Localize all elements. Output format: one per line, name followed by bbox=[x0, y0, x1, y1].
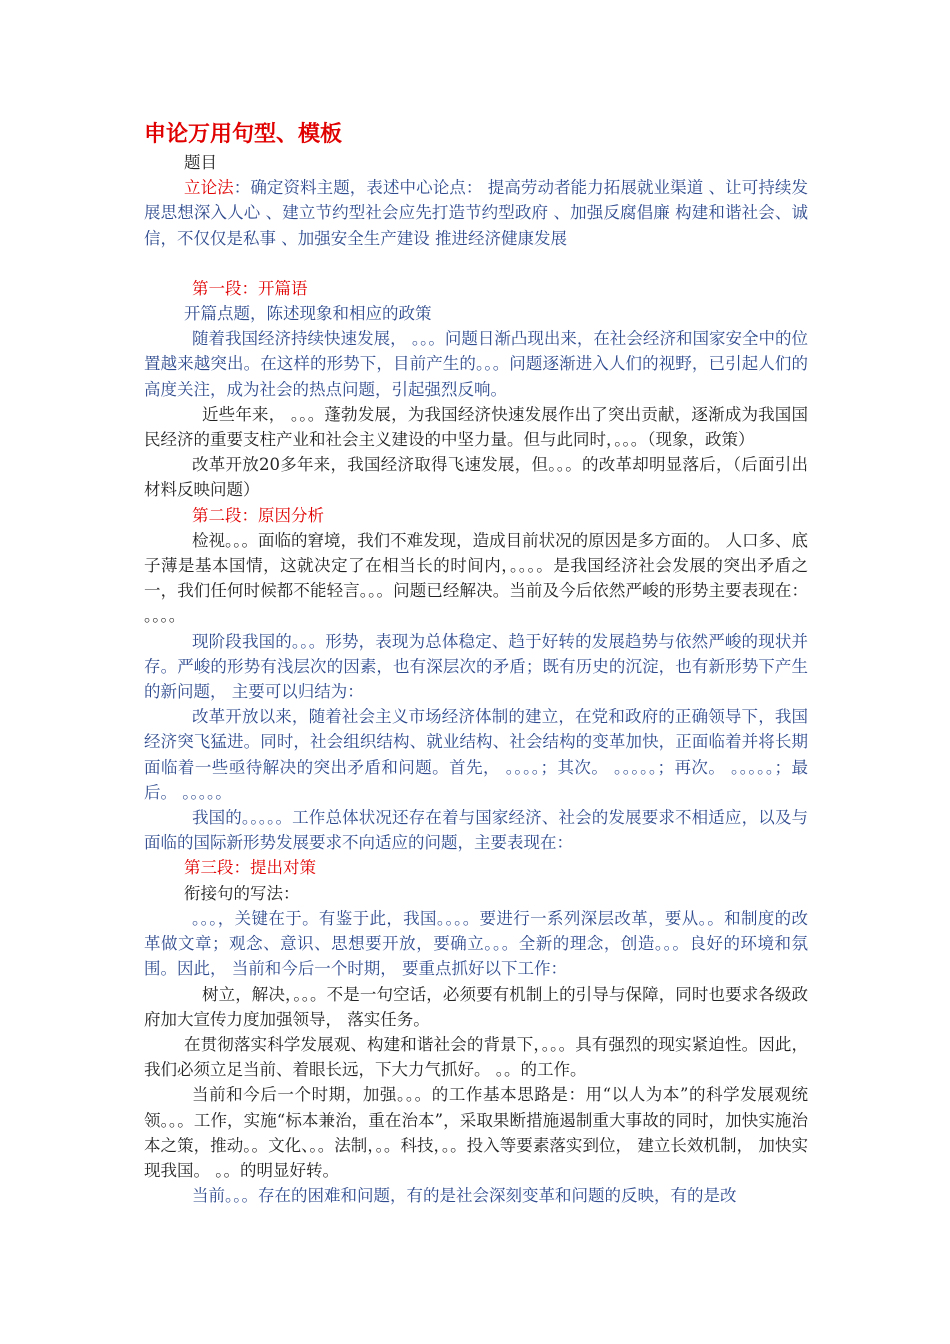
section3-intro: 衔接句的写法： bbox=[184, 883, 300, 903]
paragraph: 当前。。。存在的困难和问题，有的是社会深刻变革和问题的反映，有的是改 bbox=[192, 1186, 737, 1206]
paragraph: 改革开放20多年来，我国经济取得飞速发展，但。。。的改革却明显落后，（后面引出材料反映问题） bbox=[144, 455, 808, 500]
paragraph: 当前和今后一个时期，加强。。。的工作基本思路是：用“以人为本”的科学发展观统领。。。工作，实施“标本兼治，重在治本”，采取果断措施遏制重大事故的同时，加快实施治本之策，推动。。文化、。。法制，。。科技，。。投入等要素落实到位， 建立长效机制， 加快实现我国。 。。的明显好转。 bbox=[144, 1085, 808, 1180]
section2-heading: 第二段：原因分析 bbox=[192, 505, 324, 525]
paragraph: 现阶段我国的。。。形势，表现为总体稳定、趋于好转的发展趋势与依然严峻的现状并存。严峻的形势有浅层次的因素，也有深层次的矛盾；既有历史的沉淀，也有新形势下产生的新问题， 主要可以归结为： bbox=[144, 631, 808, 702]
thesis-text: ：确定资料主题，表述中心论点： 提高劳动者能力拓展就业渠道 、让可持续发展思想深入人心 、建立节约型社会应先打造节约型政府 、加强反腐倡廉 构建和谐社会、诚信，不仅仅是私事 、加强安全生产建设 推进经济健康发展 bbox=[144, 178, 809, 248]
thesis-paragraph bbox=[144, 175, 808, 251]
section1-intro: 开篇点题，陈述现象和相应的政策 bbox=[184, 304, 432, 324]
document-page bbox=[144, 120, 808, 1208]
paragraph: 我国的。。。。。工作总体状况还存在着与国家经济、社会的发展要求不相适应，以及与面临的国际新形势发展要求不向适应的问题，主要表现在： bbox=[144, 808, 808, 853]
paragraph: 检视。。。面临的窘境，我们不难发现，造成目前状况的原因是多方面的。 人口多、底子薄是基本国情，这就决定了在相当长的时间内，。。。。是我国经济社会发展的突出矛盾之一，我们任何时候都不能轻言。。。问题已经解决。当前及今后依然严峻的形势主要表现在： 。。。。 bbox=[144, 530, 808, 626]
paragraph: 树立，解决，。。。不是一句空话，必须要有机制上的引导与保障，同时也要求各级政府加大宣传力度加强领导， 落实任务。 bbox=[144, 984, 808, 1029]
paragraph: 。。。，关键在于。有鉴于此，我国。。。。要进行一系列深层改革，要从。。和制度的改革做文章；观念、意识、思想要开放，要确立。。。全新的理念，创造。。。良好的环境和氛围。因此， 当前和今后一个时期， 要重点抓好以下工作： bbox=[144, 908, 808, 979]
paragraph: 近些年来， 。。。蓬勃发展，为我国经济快速发展作出了突出贡献，逐渐成为我国国民经济的重要支柱产业和社会主义建设的中坚力量。但与此同时，。。。（现象，政策） bbox=[144, 404, 808, 450]
document-title: 申论万用句型、模板 bbox=[144, 122, 343, 147]
spacer bbox=[144, 251, 808, 276]
section1-heading: 第一段：开篇语 bbox=[192, 278, 308, 298]
paragraph: 改革开放以来，随着社会主义市场经济体制的建立，在党和政府的正确领导下，我国经济突飞猛进。同时，社会组织结构、就业结构、社会结构的变革加快，正面临着并将长期面临着一些亟待解决的突出矛盾和问题。首先， 。。。。；其次。 。。。。。；再次。 。。。。。；最后。 。。。。。 bbox=[144, 707, 808, 802]
thesis-label: 立论法 bbox=[184, 178, 234, 198]
paragraph: 在贯彻落实科学发展观、构建和谐社会的背景下，。。。具有强烈的现实紧迫性。因此，我们必须立足当前、着眼长远，下大力气抓好。 。。的工作。 bbox=[144, 1034, 808, 1080]
section3-heading: 第三段：提出对策 bbox=[184, 858, 316, 878]
subtitle: 题目 bbox=[184, 153, 217, 172]
paragraph: 随着我国经济持续快速发展， 。。。问题日渐凸现出来，在社会经济和国家安全中的位置越来越突出。在这样的形势下，目前产生的。。。问题逐渐进入人们的视野，已引起人们的高度关注，成为社会的热点问题，引起强烈反响。 bbox=[144, 329, 808, 399]
